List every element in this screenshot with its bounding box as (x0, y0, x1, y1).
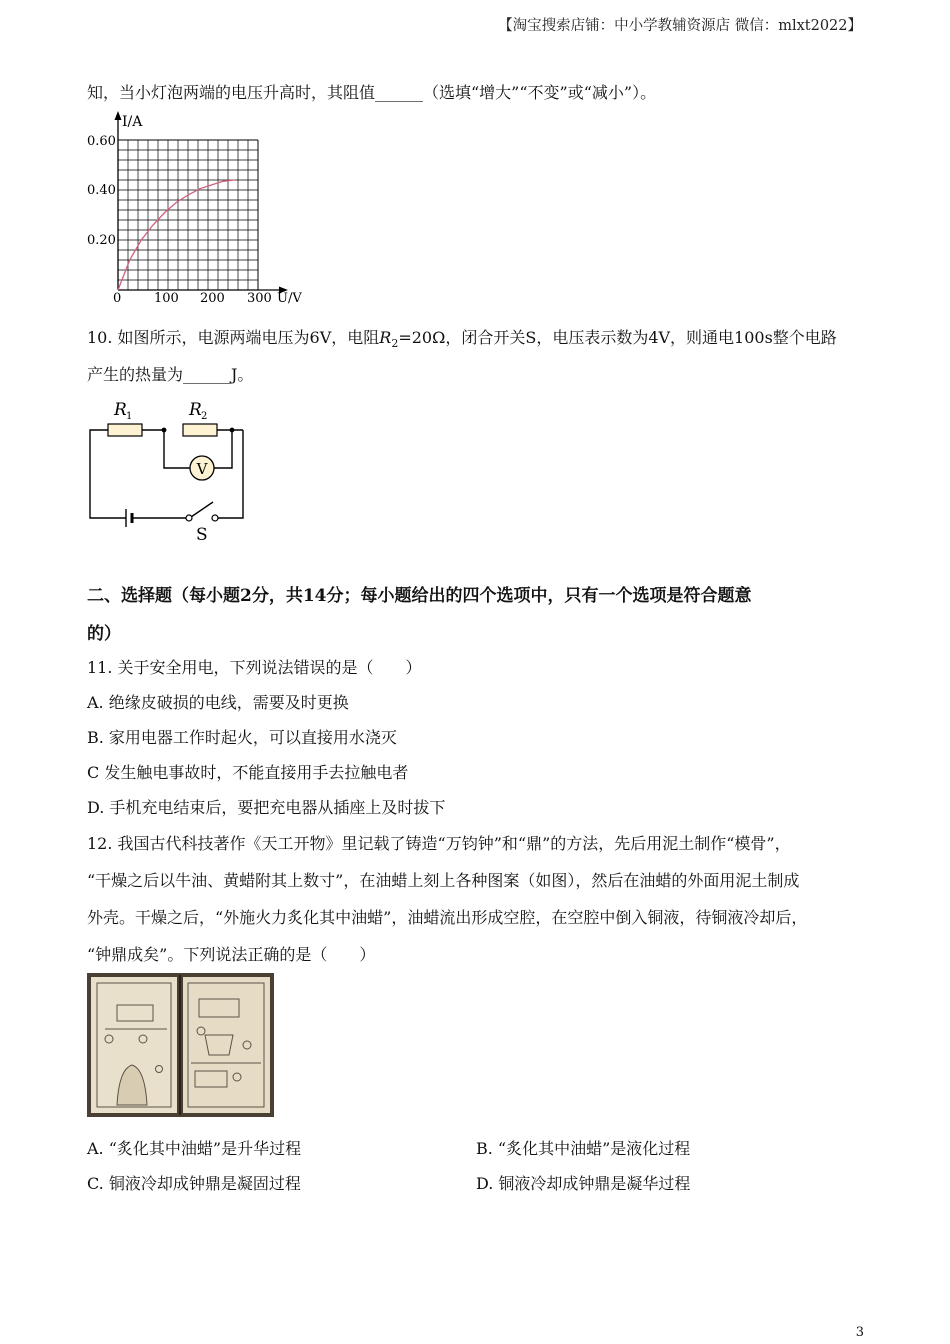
q10-text-before: 10. 如图所示，电源两端电压为6V，电阻 (87, 328, 380, 347)
y-tick-060: 0.60 (87, 134, 116, 149)
graph-grid (118, 140, 258, 290)
r1-label-sub: 1 (126, 411, 133, 422)
q12-line3: 外壳。干燥之后，“外施火力炙化其中油蜡”，油蜡流出形成空腔，在空腔中倒入铜液，待铜液冷却后， (87, 908, 808, 927)
resistor-r2 (183, 424, 217, 436)
q11-option-a: A. 绝缘皮破损的电线，需要及时更换 (87, 693, 349, 712)
right-page (183, 977, 270, 1113)
q11-option-d: D. 手机充电结束后，要把充电器从插座上及时拔下 (87, 798, 446, 817)
q10-text-after: =20Ω，闭合开关S，电压表示数为4V，则通电100s整个电路 (398, 328, 837, 347)
switch-contact-left (186, 515, 192, 521)
junction-left (162, 428, 167, 433)
q12-option-c: C. 铜液冷却成钟鼎是凝固过程 (87, 1174, 301, 1193)
r2-label: R (189, 400, 202, 420)
circuit-wire-left (90, 430, 126, 518)
x-tick-300: 300 (247, 291, 272, 306)
q10-r-sub: 2 (391, 337, 399, 351)
voltmeter-label: V (196, 460, 208, 478)
section2-heading-line2: 的） (87, 624, 121, 644)
q10-line1 (87, 325, 837, 350)
q10-r-symbol: R (379, 328, 392, 347)
circuit-diagram (82, 394, 252, 546)
switch-blade (191, 502, 213, 517)
r2-label-sub: 2 (201, 411, 208, 422)
y-axis-label: I/A (122, 114, 143, 130)
x-tick-0: 0 (113, 291, 122, 306)
q11-option-c: C 发生触电事故时，不能直接用手去拉触电者 (87, 763, 409, 782)
q11-option-b: B. 家用电器工作时起火，可以直接用水浇灭 (87, 728, 397, 747)
iu-graph (80, 108, 320, 308)
x-axis-label: U/V (277, 291, 302, 306)
q9-tail-text: 知，当小灯泡两端的电压升高时，其阻值______（选填“增大”“不变”或“减小”）。 (87, 83, 657, 102)
junction-right (230, 428, 235, 433)
q12-option-a: A. “炙化其中油蜡”是升华过程 (87, 1139, 302, 1158)
q12-option-b: B. “炙化其中油蜡”是液化过程 (476, 1139, 691, 1158)
switch-label: S (196, 525, 208, 545)
q10-line2: 产生的热量为______J。 (87, 365, 254, 384)
circuit-wire-right (215, 430, 243, 518)
iu-curve (118, 180, 235, 290)
tiangong-kaiwu-illustration (87, 973, 274, 1117)
q12-option-d: D. 铜液冷却成钟鼎是凝华过程 (476, 1174, 691, 1193)
y-tick-040: 0.40 (87, 183, 116, 198)
y-axis-arrow (115, 111, 122, 120)
q12-line2: “干燥之后以牛油、黄蜡附其上数寸”，在油蜡上刻上各种图案（如图），然后在油蜡的外面用泥土制成 (87, 871, 800, 890)
section2-heading-line1: 二、选择题（每小题2分，共14分；每小题给出的四个选项中，只有一个选项是符合题意 (87, 586, 752, 606)
q12-line4: “钟鼎成矣”。下列说法正确的是（ ） (87, 945, 376, 964)
page-number: 3 (855, 1325, 864, 1340)
r1-label: R (114, 400, 127, 420)
x-tick-200: 200 (200, 291, 225, 306)
y-tick-020: 0.20 (87, 233, 116, 248)
resistor-r1 (108, 424, 142, 436)
switch-contact-right (212, 515, 218, 521)
page-header: 【淘宝搜索店铺：中小学教辅资源店 微信：mlxt2022】 (498, 18, 862, 34)
q11-stem: 11. 关于安全用电，下列说法错误的是（ ） (87, 658, 422, 677)
x-tick-100: 100 (154, 291, 179, 306)
q12-line1: 12. 我国古代科技著作《天工开物》里记载了铸造“万钧钟”和“鼎”的方法，先后用泥土制作“模骨”， (87, 834, 791, 853)
